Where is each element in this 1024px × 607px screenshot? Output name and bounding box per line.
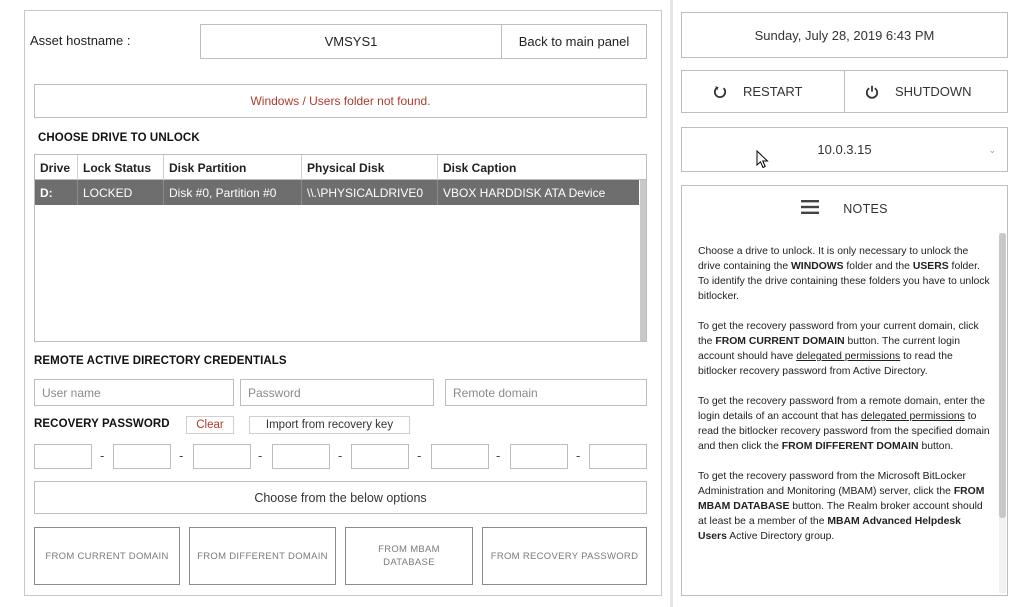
power-icon (865, 85, 879, 99)
note-paragraph: To get the recovery password from a remote domain, enter the login details of an account that has delegated permissions to read the bitlocker recovery password from the specified domain and then click the FROM DIFFERENT DOMAIN button. (698, 396, 990, 452)
table-scrollbar[interactable] (640, 180, 646, 341)
choose-drive-title: CHOOSE DRIVE TO UNLOCK (38, 132, 200, 144)
shutdown-button[interactable] (844, 70, 1008, 113)
back-to-main-panel-button[interactable]: Back to main panel (501, 24, 647, 59)
shutdown-label: SHUTDOWN (895, 84, 972, 99)
cell-physical-disk: \\.\PHYSICALDRIVE0 (302, 180, 438, 205)
table-scrollbar-thumb[interactable] (640, 180, 646, 341)
cell-lock-status: LOCKED (78, 180, 164, 205)
table-row[interactable] (35, 180, 639, 205)
column-header-disk-caption[interactable]: Disk Caption (443, 160, 517, 175)
remote-domain-input[interactable] (445, 379, 647, 406)
version-value: 10.0.3.15 (817, 142, 872, 157)
notes-text (698, 244, 992, 559)
restart-label: RESTART (743, 84, 803, 99)
from-mbam-database-button[interactable]: FROM MBAM DATABASE (345, 527, 473, 585)
cell-disk-caption: VBOX HARDDISK ATA Device (443, 185, 606, 200)
segment-separator: - (179, 448, 184, 463)
menu-icon (801, 200, 819, 217)
from-current-domain-button[interactable]: FROM CURRENT DOMAIN (34, 527, 180, 585)
recovery-segment-1[interactable] (34, 444, 92, 469)
recovery-segment-4[interactable] (272, 444, 330, 469)
column-header-disk-partition[interactable]: Disk Partition (164, 155, 302, 180)
note-paragraph: To get the recovery password from your current domain, click the FROM CURRENT DOMAIN button. The current login account should have delegated permissions to read the bitlocker recovery password from Active Directory. (698, 321, 979, 377)
from-recovery-password-button[interactable]: FROM RECOVERY PASSWORD (482, 527, 647, 585)
notes-panel (681, 231, 1008, 596)
column-header-drive[interactable]: Drive (35, 155, 78, 180)
column-header-physical-disk[interactable]: Physical Disk (302, 155, 438, 180)
segment-separator: - (258, 448, 263, 463)
recovery-segment-6[interactable] (431, 444, 489, 469)
restart-icon (713, 85, 727, 99)
recovery-segment-2[interactable] (113, 444, 171, 469)
drive-table-header (35, 155, 646, 180)
credentials-title: REMOTE ACTIVE DIRECTORY CREDENTIALS (34, 355, 287, 367)
asset-hostname-label: Asset hostname : (30, 33, 131, 48)
note-paragraph: To get the recovery password from the Microsoft BitLocker Administration and Monitoring (MBAM) server, click the FROM MBAM DATABASE button. The Realm broker account should at least be a member of the MBAM Advanced Helpdesk Users Active Directory group. (698, 471, 985, 542)
asset-hostname-value: VMSYS1 (200, 24, 502, 59)
password-input[interactable] (240, 379, 434, 406)
recovery-segment-8[interactable] (589, 444, 647, 469)
chevron-down-icon: ⌄ (988, 145, 996, 155)
cell-disk-partition: Disk #0, Partition #0 (164, 180, 302, 205)
drive-table (34, 154, 647, 342)
status-message: Windows / Users folder not found. (34, 84, 647, 118)
segment-separator: - (338, 448, 343, 463)
notes-title: NOTES (843, 201, 888, 216)
user-name-input[interactable] (34, 379, 234, 406)
recovery-segment-7[interactable] (510, 444, 568, 469)
options-prompt: Choose from the below options (34, 481, 647, 514)
delegated-permissions-link[interactable]: delegated permissions (796, 351, 901, 362)
import-recovery-key-button[interactable]: Import from recovery key (249, 416, 410, 434)
segment-separator: - (496, 448, 501, 463)
recovery-password-title: RECOVERY PASSWORD (34, 418, 170, 430)
version-dropdown[interactable] (681, 127, 1008, 172)
clear-button[interactable]: Clear (186, 416, 234, 434)
restart-button[interactable] (681, 70, 845, 113)
notes-scrollbar-thumb[interactable] (999, 233, 1006, 518)
notes-scrollbar[interactable] (999, 233, 1006, 593)
recovery-segment-5[interactable] (351, 444, 409, 469)
segment-separator: - (417, 448, 422, 463)
note-paragraph: Choose a drive to unlock. It is only necessary to unlock the drive containing the WINDOWS folder and the USERS folder. To identify the drive containing these folders you have to unlock bitlocker. (698, 246, 990, 302)
delegated-permissions-link[interactable]: delegated permissions (860, 411, 965, 422)
datetime-display: Sunday, July 28, 2019 6:43 PM (681, 12, 1008, 58)
cell-drive: D: (35, 180, 78, 205)
notes-header (681, 185, 1008, 232)
panel-divider (670, 0, 673, 607)
segment-separator: - (100, 448, 105, 463)
from-different-domain-button[interactable]: FROM DIFFERENT DOMAIN (189, 527, 336, 585)
mouse-cursor-icon (756, 150, 770, 170)
column-header-lock-status[interactable]: Lock Status (78, 155, 164, 180)
segment-separator: - (576, 448, 581, 463)
recovery-segment-3[interactable] (193, 444, 251, 469)
